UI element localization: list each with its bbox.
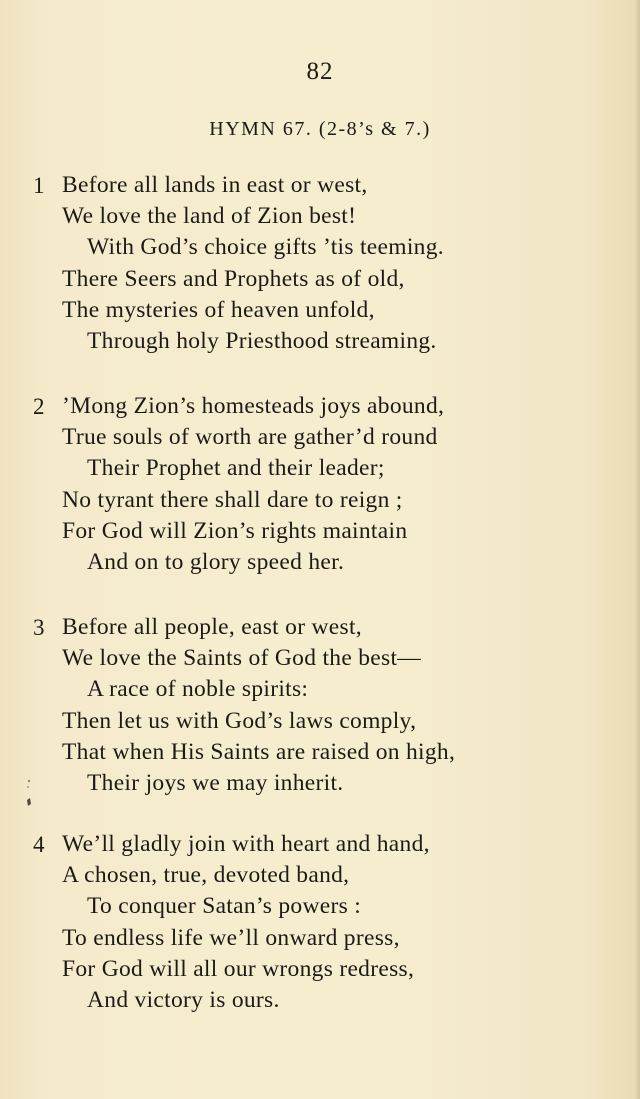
verse-line: Their Prophet and their leader;	[87, 455, 385, 482]
verse-line: To endless life we’ll onward press,	[62, 924, 400, 951]
verse-3	[0, 612, 640, 799]
verse-line: ’Mong Zion’s homesteads joys abound,	[62, 393, 445, 419]
hymn-title: HYMN 67. (2-8’s & 7.)	[209, 118, 431, 140]
verse-line: That when His Saints are raised on high,	[62, 738, 456, 765]
page-number: 82	[306, 58, 334, 85]
verse-line: True souls of worth are gather’d round	[62, 424, 438, 451]
verse-line: Their joys we may inherit.	[87, 770, 344, 797]
verse-line: There Seers and Prophets as of old,	[62, 265, 405, 292]
verse-line: Through holy Priesthood streaming.	[87, 328, 437, 355]
verse-1	[0, 170, 640, 357]
ink-smudge-mark	[24, 778, 34, 814]
verse-line: And victory is ours.	[87, 987, 280, 1014]
verse-line: The mysteries of heaven unfold,	[62, 296, 375, 323]
verse-line: To conquer Satan’s powers :	[87, 893, 362, 920]
verse-line: We love the land of Zion best!	[62, 203, 357, 230]
verse-line: We love the Saints of God the best—	[62, 645, 422, 672]
verse-line: With God’s choice gifts ’tis teeming.	[87, 234, 444, 261]
verse-number: 2	[33, 394, 45, 419]
verse-4	[0, 829, 640, 1016]
verse-number: 3	[33, 615, 45, 640]
verse-line: Then let us with God’s laws comply,	[62, 707, 417, 734]
verse-line: A race of noble spirits:	[87, 676, 309, 703]
verse-line: Before all lands in east or west,	[62, 172, 368, 198]
verse-line: We’ll gladly join with heart and hand,	[62, 831, 430, 857]
verse-number: 1	[33, 173, 45, 198]
verse-line: No tyrant there shall dare to reign ;	[62, 486, 403, 513]
verse-2	[0, 391, 640, 578]
verse-line: Before all people, east or west,	[62, 614, 362, 640]
verse-line: For God will all our wrongs redress,	[62, 955, 415, 982]
verse-line: For God will Zion’s rights maintain	[62, 517, 408, 544]
verse-line: A chosen, true, devoted band,	[62, 862, 350, 889]
verse-line: And on to glory speed her.	[87, 549, 345, 576]
verse-number: 4	[33, 832, 45, 857]
